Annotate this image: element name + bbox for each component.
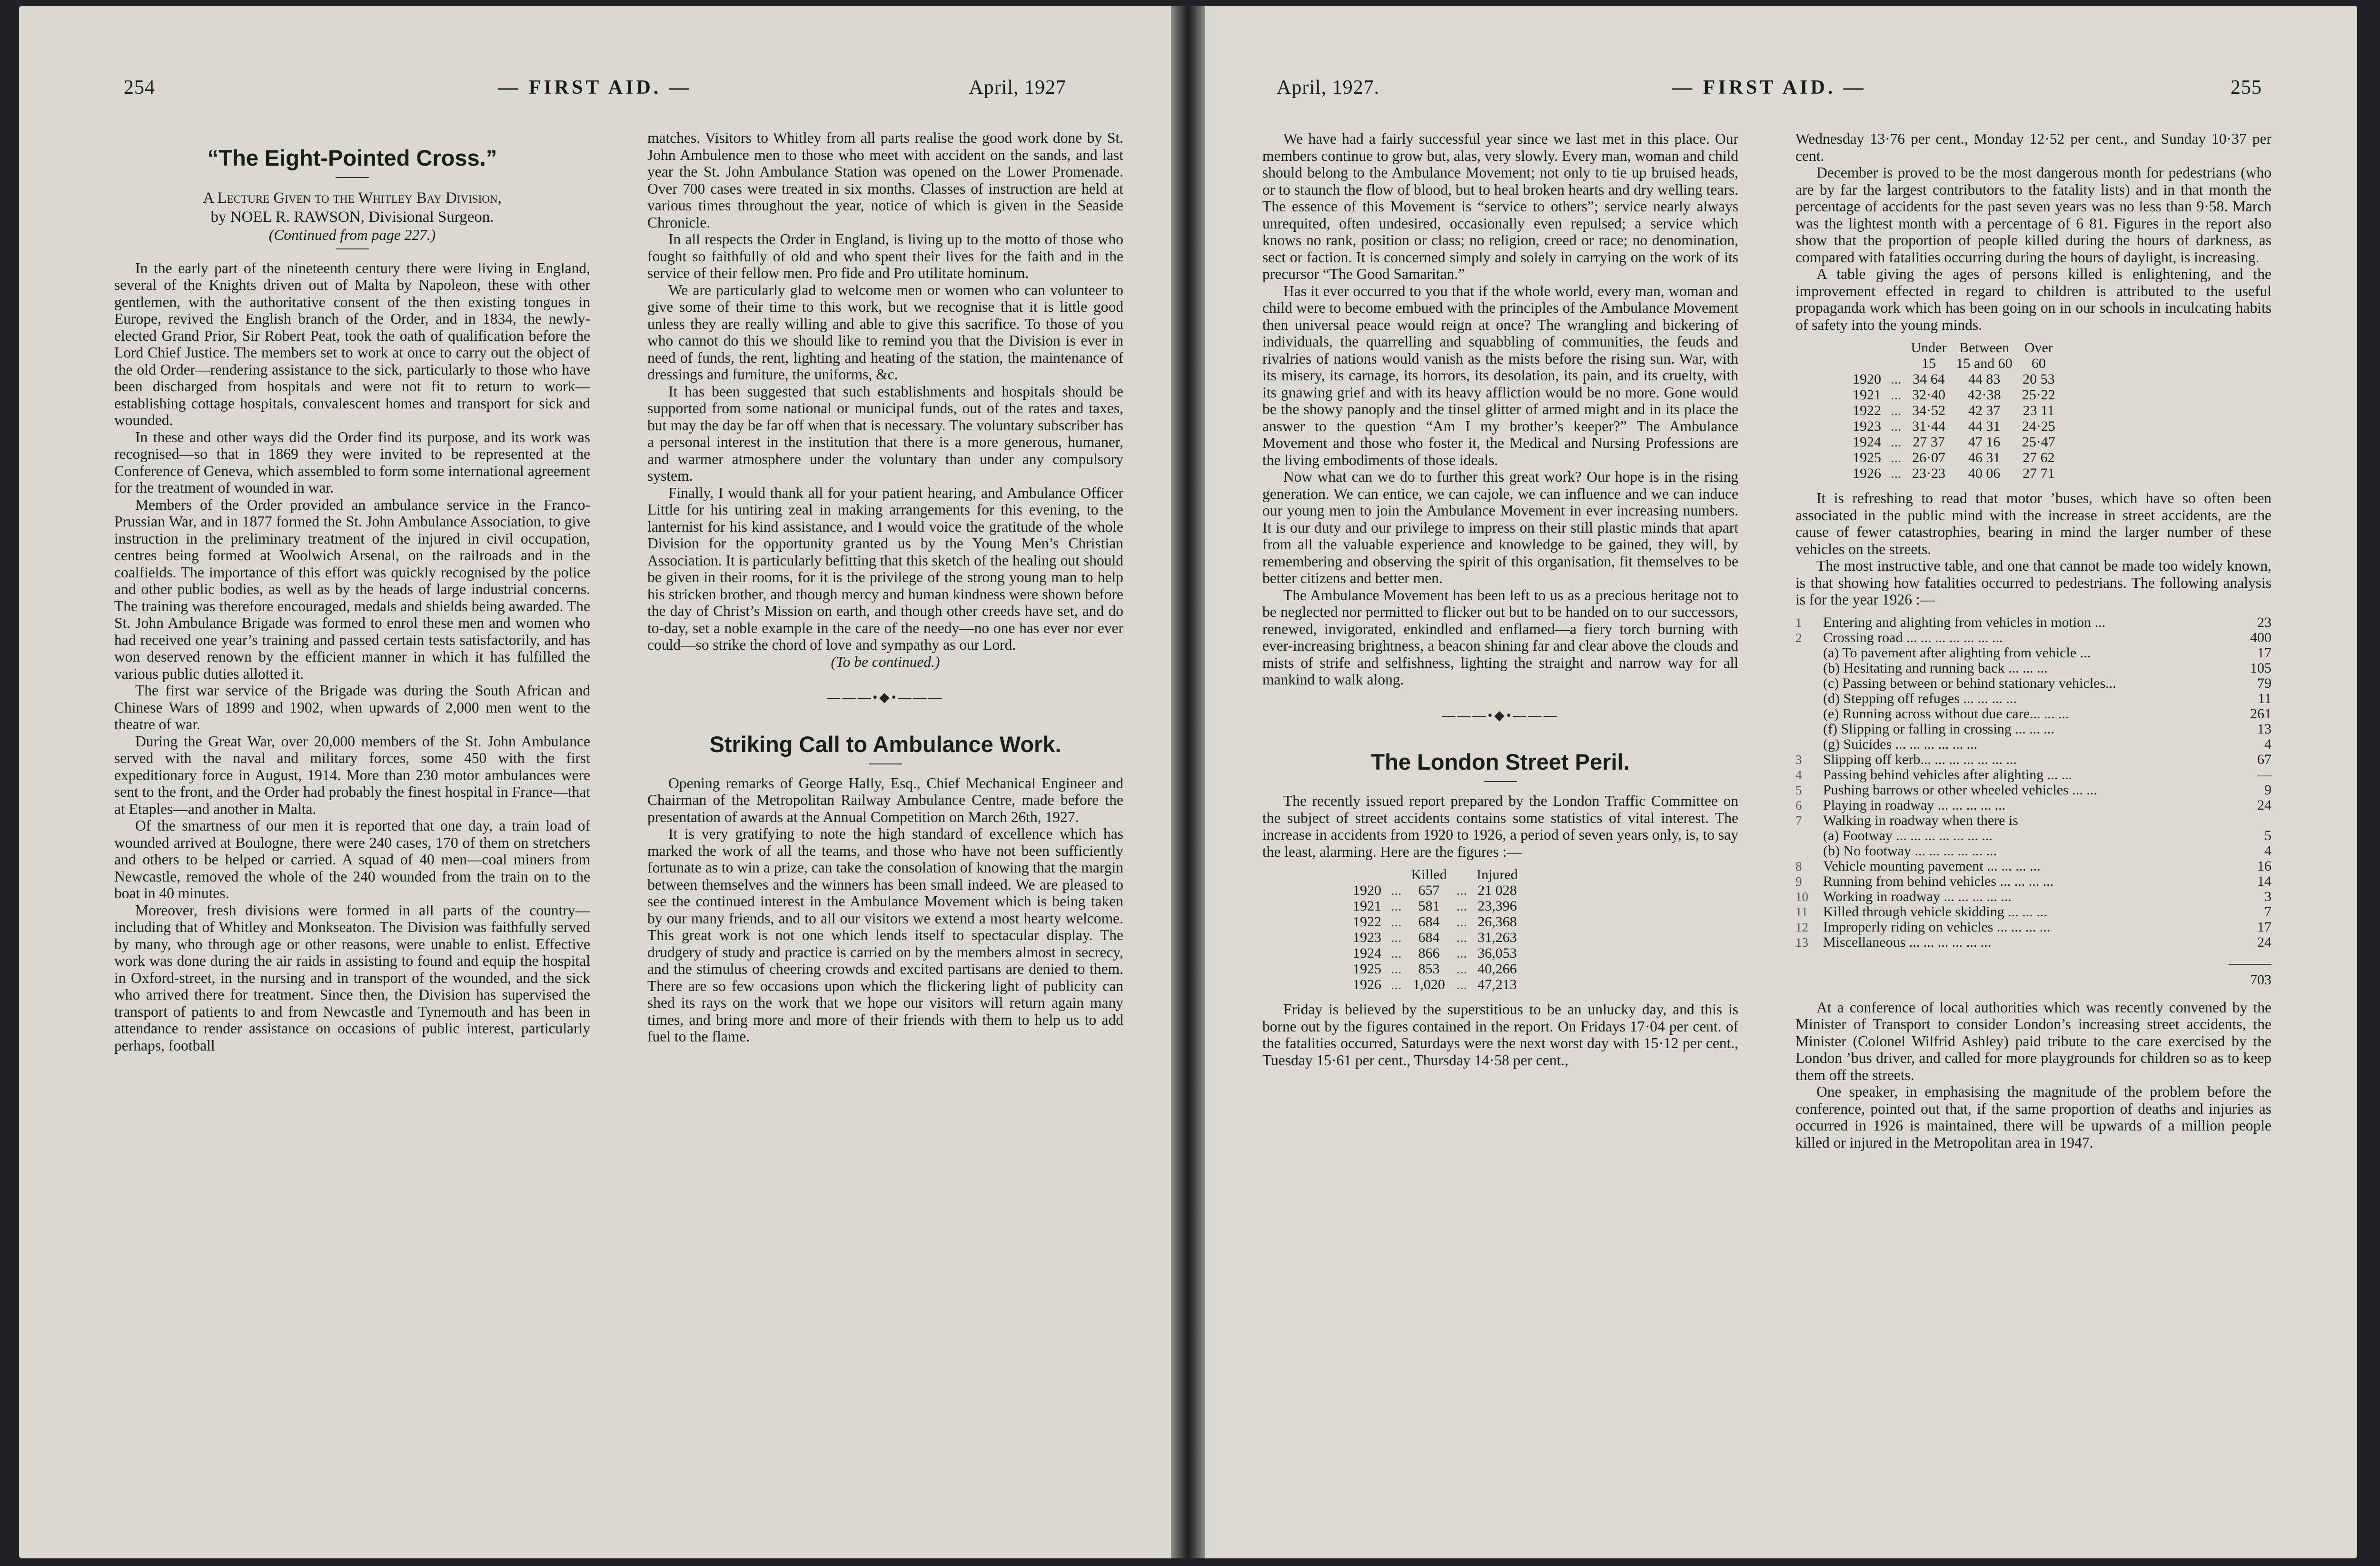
table-row xyxy=(1824,387,2060,403)
analysis-value: 400 xyxy=(2250,629,2271,645)
analysis-label: (b) No footway ... ... ... ... ... ... xyxy=(1823,843,1997,859)
analysis-value: 4 xyxy=(2264,842,2271,859)
analysis-value: — xyxy=(2257,766,2271,783)
analysis-value: 24 xyxy=(2257,797,2271,813)
analysis-value: 79 xyxy=(2257,675,2271,691)
table-header xyxy=(1324,867,1386,882)
right-column-2 xyxy=(1795,130,2271,1151)
table-cell: 46 31 xyxy=(1968,450,2001,466)
running-head-left xyxy=(124,76,1066,105)
analysis-num: 4 xyxy=(1795,767,1802,782)
table-cell: ... xyxy=(1456,945,1467,961)
ornament-divider: ———•◆•——— xyxy=(827,690,944,705)
left-column-1 xyxy=(114,144,590,1054)
paragraph: A table giving the ages of persons killed is enlightening, and the improvement effected in regard to children is attributed to the useful propaganda work which has been going on in our schools in inculcating habits of safety into the young minds. xyxy=(1795,266,2271,333)
paragraph: In the early part of the nineteenth century there were living in England, several of the Knights driven out of Malta by Napoleon, these with other gentlemen, with the authoritative consent of the then existing tongues in Europe, revived the English branch of the Order, and in 1834, the newly-elected Grand Prior, Sir Robert Peat, took the oath of qualification before the Lord Chief Justice. The members set to work at once to carry out the object of the old Order—rendering assistance to the sick, particularly to those who have been discharged from hospitals and were not fit to return to work—establishing cottage hospitals, convalescent homes and transport for sick and wounded. xyxy=(114,259,590,428)
paragraph: The first war service of the Brigade was during the South African and Chinese Wars of 1899 and 1902, when upwards of 2,000 men went to the theatre of war. xyxy=(114,682,590,733)
article-title: Striking Call to Ambulance Work. xyxy=(709,731,1061,757)
analysis-value: 7 xyxy=(2264,903,2271,920)
analysis-label: (c) Passing between or behind stationary vehicles... xyxy=(1823,675,2116,691)
table-cell: 1922 xyxy=(1853,403,1881,418)
table-cell: ... xyxy=(1456,898,1467,914)
analysis-label: (e) Running across without due care... ... ... xyxy=(1823,706,2069,722)
section-rule xyxy=(336,248,369,249)
paragraph: One speaker, in emphasising the magnitude of the problem before the conference, pointed out that, if the same proportion of deaths and injuries as occurred in 1926 is maintained, there will be upwards of a million people killed or injured in the Metropolitan area in 1947. xyxy=(1795,1083,2271,1151)
analysis-row xyxy=(1795,904,2271,920)
title-rule xyxy=(336,177,369,178)
table-cell: 21 028 xyxy=(1478,882,1517,898)
analysis-value: 9 xyxy=(2264,782,2271,798)
table-cell: 23·23 xyxy=(1912,466,1945,481)
table-cell: 34 64 xyxy=(1913,371,1945,387)
table-cell: ... xyxy=(1456,961,1467,977)
analysis-value: 17 xyxy=(2257,919,2271,935)
analysis-row xyxy=(1795,661,2271,676)
table-cell: 31,263 xyxy=(1478,930,1517,945)
analysis-row xyxy=(1795,706,2271,722)
table-row xyxy=(1824,418,2060,434)
analysis-value: 14 xyxy=(2257,873,2271,889)
table-cell: 40 06 xyxy=(1968,466,2001,481)
analysis-row xyxy=(1795,859,2271,874)
analysis-value: 17 xyxy=(2257,644,2271,661)
analysis-row xyxy=(1795,645,2271,661)
analysis-num: 8 xyxy=(1795,859,1802,873)
analysis-value: 24 xyxy=(2257,934,2271,950)
table-cell: ... xyxy=(1456,882,1467,898)
table-cell: 1924 xyxy=(1853,434,1881,450)
table-cell: 684 xyxy=(1418,930,1440,945)
analysis-row xyxy=(1795,615,2271,630)
table-cell: 1,020 xyxy=(1413,977,1445,992)
analysis-body xyxy=(1795,615,2271,950)
analysis-label: Slipping off kerb... ... ... ... ... ... ... xyxy=(1823,752,2017,767)
table-header: Between 15 and 60 xyxy=(1956,340,2013,371)
table-cell: ... xyxy=(1891,403,1902,418)
table-header: Injured xyxy=(1477,867,1518,882)
table-cell: 27 62 xyxy=(2023,450,2055,466)
table-cell: ... xyxy=(1391,930,1402,945)
analysis-label: (f) Slipping or falling in crossing ... ... ... xyxy=(1823,721,2054,737)
paragraph: Finally, I would thank all for your patient hearing, and Ambulance Officer Little for his untiring zeal in making arrangements for this evening, to the lanternist for his kind assistance, and I would voice the gratitude of the whole Division for the opportunity granted us by the Young Men’s Christian Association. It is particularly befitting that this sketch of the healing out should be given in their rooms, for it is the privilege of the strong young man to help his stricken brother, and though mercy and human kindness were shown before the day of Christ’s Mission on earth, and though other creeds have set, and do to-day, set a noble example in the care of the needy—no one has ever nor ever could—so strike the chord of love and sympathy as our Lord. xyxy=(647,484,1123,653)
title-rule xyxy=(869,763,902,764)
analysis-num: 9 xyxy=(1795,874,1802,889)
analysis-total: 703 xyxy=(2250,972,2271,988)
analysis-num: 7 xyxy=(1795,813,1802,828)
table-cell: 31·44 xyxy=(1912,418,1945,434)
analysis-num xyxy=(1795,843,1823,859)
table-cell: 26·07 xyxy=(1912,450,1945,466)
table-cell: ... xyxy=(1391,898,1402,914)
table-row xyxy=(1324,930,1523,945)
analysis-row xyxy=(1795,889,2271,904)
analysis-num: 12 xyxy=(1795,920,1808,934)
analysis-label: Killed through vehicle skidding ... ... ... xyxy=(1823,904,2047,920)
table-cell: 1922 xyxy=(1353,914,1381,930)
analysis-label: (g) Suicides ... ... ... ... ... ... xyxy=(1823,736,1978,752)
table-row xyxy=(1324,914,1523,930)
analysis-num xyxy=(1795,828,1823,843)
paragraph: The Ambulance Movement has been left to us as a precious heritage not to be neglected nor permitted to flicker out but to be handed on to our successors, renewed, invigorated, enkindled and enflamed—a fiery torch burning with ever-increasing brightness, a beacon shining far and clear above the clouds and mists of strife and selfishness, lighting the straight and narrow way for all mankind to walk along. xyxy=(1262,586,1738,688)
paragraph: In all respects the Order in England, is living up to the motto of those who fought so faithfully of old and who spent their lives for the faith and in the service of their fellow men. Pro fide and Pro utilitate hominum. xyxy=(647,231,1123,281)
table-cell: 34·52 xyxy=(1912,403,1945,418)
table-cell: 26,368 xyxy=(1478,914,1517,930)
paragraph: Has it ever occurred to you that if the whole world, every man, woman and child were to become embued with the principles of the Ambulance Movement then universal peace would reign at once? The wrangling and bickering of individuals, the quarrelling and squabbling of communities, the feuds and rivalries of nations would vanish as the mists before the rising sun. War, with its misery, its carnage, its horrors, its desolation, its pain, and its cruelty, with its gnawing grief and with its heavy affliction would be no more. Gone would be the showy panoply and the tinsel glitter of armed might and in its place the answer to the question “Am I my brother’s keeper?” The Ambulance Movement and those who foster it, the Medical and Nursing Professions are the living embodiments of those ideals. xyxy=(1262,282,1738,468)
analysis-label: Working in roadway ... ... ... ... ... xyxy=(1823,889,2012,904)
table-cell: ... xyxy=(1391,914,1402,930)
analysis-value: 11 xyxy=(2258,690,2271,706)
analysis-num xyxy=(1795,676,1823,691)
analysis-row xyxy=(1795,874,2271,889)
table-cell: 1920 xyxy=(1353,882,1381,898)
table-cell: ... xyxy=(1456,914,1467,930)
analysis-value: 261 xyxy=(2250,705,2271,722)
analysis-value: 3 xyxy=(2264,888,2271,904)
analysis-label: Playing in roadway ... ... ... ... ... xyxy=(1823,797,2006,813)
analysis-label: (a) To pavement after alighting from vehicle ... xyxy=(1823,645,2091,661)
table-cell: ... xyxy=(1891,466,1902,481)
analysis-num: 3 xyxy=(1795,752,1802,767)
paragraph: Wednesday 13·76 per cent., Monday 12·52 per cent., and Sunday 10·37 per cent. xyxy=(1795,130,2271,164)
table-header: Under 15 xyxy=(1911,340,1947,371)
table-header xyxy=(1824,340,1886,371)
table-cell: 1921 xyxy=(1353,898,1381,914)
paragraph: Moreover, fresh divisions were formed in all parts of the country—including that of Whitley and Monkseaton. The Division was faithfully served by many, who through age or other reasons, were unable to enlist. Effective work was done during the air raids in assisting to found and equip the hospital in Oxford-street, in the nursing and in transport of the wounded, and the sick who arrived there for treatment. Since then, the Division has supervised the transport of patients to and from Newcastle and Tynemouth and has been in attendance to render assistance on occasions of public interest, particularly perhaps, football xyxy=(114,902,590,1054)
table-cell: ... xyxy=(1891,387,1902,403)
paragraph: It is very gratifying to note the high standard of excellence which has marked the work of all the teams, and those who have not been sufficiently fortunate as to win a prize, can take the consolation of knowing that the margin between themselves and the winners has been small indeed. We are pleased to see the continued interest in the Ambulance Movement which is being taken by our many friends, and to all our visitors we extend a most hearty welcome. This great work is not one which lends itself to spectacular display. The drudgery of study and practice is carried on by the members almost in secrecy, and the stimulus of cheering crowds and excited partisans are denied to them. There are so few occasions upon which the flickering light of publicity can shed its rays on the work that we hope our visitors will return again many times, and bring more and more of their friends with them to help us to add fuel to the flame. xyxy=(647,825,1123,1045)
paragraph: We are particularly glad to welcome men or women who can volunteer to give some of their time to this work, but we recognise that it is little good unless they are really willing and able to give this sacrifice. To those of you who cannot do this we should like to remind you that the Division is ever in need of funds, the rent, lighting and heating of the station, the maintenance of dressings and furniture, the uniforms, &c. xyxy=(647,281,1123,383)
analysis-num xyxy=(1795,645,1823,661)
paragraph: The most instructive table, and one that cannot be made too widely known, is that showing how fatalities occurred to pedestrians. The following analysis is for the year 1926 :— xyxy=(1795,557,2271,608)
table-cell: 44 83 xyxy=(1968,371,2001,387)
accidents-table xyxy=(1324,867,1523,992)
table-cell: 25·47 xyxy=(2022,434,2055,450)
analysis-row xyxy=(1795,737,2271,752)
table-cell: 20 53 xyxy=(2023,371,2055,387)
paragraph: Members of the Order provided an ambulance service in the Franco-Prussian War, and in 1877 formed the St. John Ambulance Association, to give instruction in the preliminary treatment of the injured in civil occupation, centres being formed at Woolwich Arsenal, on the railroads and in the coalfields. The importance of this effort was quickly recognised by the police and other public bodies, as well as by the heads of large industrial concerns. The training was therefore encouraged, medals and shields being awarded. The St. John Ambulance Brigade was formed to enrol these men and women who had received one year’s training and passed certain tests satisfactorily, and has won deserved renown by the efficient manner in which it has fulfilled the various public duties allotted it. xyxy=(114,496,590,682)
table-cell: 27 71 xyxy=(2023,466,2055,481)
analysis-label: (b) Hesitating and running back ... ... ... xyxy=(1823,660,2048,676)
analysis-row xyxy=(1795,630,2271,645)
analysis-row xyxy=(1795,828,2271,843)
masthead: — FIRST AID. — xyxy=(1672,77,1866,99)
table-header xyxy=(1386,867,1407,882)
analysis-num xyxy=(1795,691,1823,706)
analysis-label: Crossing road ... ... ... ... ... ... ... xyxy=(1823,630,2003,645)
table-cell: 42 37 xyxy=(1968,403,2001,418)
paragraph: Friday is believed by the superstitious to be an unlucky day, and this is borne out by the figures contained in the report. On Fridays 17·04 per cent. of the fatalities occurred, Saturdays were the next worst day with 15·12 per cent., Tuesday 15·61 per cent., Thursday 14·58 per cent., xyxy=(1262,1001,1738,1069)
table-cell: ... xyxy=(1891,371,1902,387)
analysis-num xyxy=(1795,722,1823,737)
to-be-continued: (To be continued.) xyxy=(831,653,940,670)
analysis-num: 13 xyxy=(1795,935,1808,950)
paragraph: December is proved to be the most dangerous month for pedestrians (who are by far the largest contributors to the fatality lists) and in that month the percentage of accidents for the past seven years was no less than 9·58. March was the lightest month with a percentage of 6 81. Figures in the report also show that the proportion of people killed during the hours of darkness, as compared with fatalities occurring during the hours of daylight, is increasing. xyxy=(1795,164,2271,266)
analysis-num xyxy=(1795,706,1823,722)
table-row xyxy=(1324,898,1523,914)
table-row xyxy=(1824,434,2060,450)
table-cell: ... xyxy=(1891,450,1902,466)
analysis-num xyxy=(1795,661,1823,676)
article-title: “The Eight-Pointed Cross.” xyxy=(207,145,497,170)
table-body xyxy=(1824,371,2060,481)
table-cell: 1925 xyxy=(1853,450,1881,466)
total-rule xyxy=(2229,964,2271,965)
table-cell: 42·38 xyxy=(1967,387,2001,403)
table-cell: ... xyxy=(1391,945,1402,961)
masthead: — FIRST AID. — xyxy=(498,77,692,99)
analysis-label: Passing behind vehicles after alighting ... ... xyxy=(1823,767,2073,783)
table-row xyxy=(1824,403,2060,418)
analysis-num: 1 xyxy=(1795,615,1802,630)
table-header xyxy=(1452,867,1472,882)
analysis-row xyxy=(1795,691,2271,706)
paragraph: At a conference of local authorities which was recently convened by the Minister of Transport to consider London’s increasing street accidents, the Minister (Colonel Wilfrid Ashley) paid tribute to the care exercised by the London ’bus driver, and called for more playgrounds for children so as to keep them off the streets. xyxy=(1795,999,2271,1083)
table-row xyxy=(1324,977,1523,992)
table-cell: 1926 xyxy=(1353,977,1381,992)
table-cell: ... xyxy=(1391,882,1402,898)
analysis-row xyxy=(1795,783,2271,798)
analysis-row xyxy=(1795,722,2271,737)
table-cell: 24·25 xyxy=(2022,418,2055,434)
table-cell: 47,213 xyxy=(1478,977,1517,992)
ages-table xyxy=(1824,340,2060,481)
table-cell: 47 16 xyxy=(1968,434,2001,450)
analysis-row xyxy=(1795,935,2271,950)
table-cell: 1924 xyxy=(1353,945,1381,961)
table-cell: 36,053 xyxy=(1478,945,1517,961)
analysis-label: Vehicle mounting pavement ... ... ... ... xyxy=(1823,858,2041,874)
table-cell: 866 xyxy=(1418,945,1440,961)
right-page xyxy=(1205,6,2357,1558)
analysis-label: Entering and alighting from vehicles in motion ... xyxy=(1823,615,2106,630)
table-cell: 40,266 xyxy=(1478,961,1517,977)
table-cell: 1926 xyxy=(1853,466,1881,481)
analysis-num: 5 xyxy=(1795,783,1802,797)
analysis-label: (d) Stepping off refuges ... ... ... ... xyxy=(1823,691,2017,706)
page-number: 254 xyxy=(124,77,155,99)
left-column-2 xyxy=(647,129,1123,1045)
article-title: The London Street Peril. xyxy=(1371,749,1630,774)
table-row xyxy=(1824,450,2060,466)
analysis-row xyxy=(1795,798,2271,813)
analysis-row xyxy=(1795,813,2271,828)
table-row xyxy=(1324,945,1523,961)
table-cell: ... xyxy=(1391,961,1402,977)
analysis-value: 23 xyxy=(2257,614,2271,630)
table-cell: ... xyxy=(1391,977,1402,992)
table-cell: ... xyxy=(1891,418,1902,434)
ornament-divider: ———•◆•——— xyxy=(1442,708,1559,723)
table-cell: 32·40 xyxy=(1912,387,1945,403)
table-cell: 1920 xyxy=(1853,371,1881,387)
analysis-label: Running from behind vehicles ... ... ... ... xyxy=(1823,873,2054,889)
analysis-value: 105 xyxy=(2250,660,2271,676)
table-cell: 684 xyxy=(1418,914,1440,930)
table-cell: ... xyxy=(1891,434,1902,450)
title-rule xyxy=(1484,781,1517,782)
running-head-right xyxy=(1277,76,2262,105)
analysis-row xyxy=(1795,920,2271,935)
paragraph: matches. Visitors to Whitley from all parts realise the good work done by St. John Ambulence men to those who meet with accident on the sands, and last year the St. John Ambulance Station was opened on the Lower Promenade. Over 700 cases were treated in six months. Classes of instruction are held at various times throughout the year, notice of which is given in the Seaside Chronicle. xyxy=(647,129,1123,231)
table-header xyxy=(1886,340,1906,371)
table-row xyxy=(1824,466,2060,481)
analysis-num: 6 xyxy=(1795,798,1802,813)
paragraph: Of the smartness of our men it is reported that one day, a train load of wounded arrived at Boulogne, there were 240 cases, 170 of them on stretchers and others to be helped or carried. A squad of 40 men—coal miners from Newcastle, removed the whole of the 240 wounded from the train on to the boat in 40 minutes. xyxy=(114,817,590,902)
analysis-row xyxy=(1795,676,2271,691)
table-header: Over 60 xyxy=(2024,340,2053,371)
page-number: 255 xyxy=(2231,77,2262,99)
analysis-value: 4 xyxy=(2264,736,2271,752)
analysis-value: 5 xyxy=(2264,827,2271,843)
analysis-label: Improperly riding on vehicles ... ... ... ... xyxy=(1823,919,2051,935)
paragraph: It is refreshing to read that motor ’buses, which have so often been associated in the public mind with the increase in street accidents, are the cause of fewer catastrophies, bearing in mind the larger number of these vehicles on the streets. xyxy=(1795,490,2271,557)
analysis-value: 67 xyxy=(2257,751,2271,767)
continued-note: (Continued from page 227.) xyxy=(268,227,436,243)
analysis-num: 11 xyxy=(1795,904,1808,919)
table-cell: 581 xyxy=(1418,898,1440,914)
table-cell: ... xyxy=(1456,930,1467,945)
magazine-spread xyxy=(19,6,2357,1558)
table-cell: 1923 xyxy=(1353,930,1381,945)
table-cell: 44 31 xyxy=(1968,418,2001,434)
paragraph: In these and other ways did the Order find its purpose, and its work was recognised—so that in 1869 they were invited to be represented at the Conference of Geneva, which assembled to form some international agreement for the treatment of wounded in war. xyxy=(114,428,590,496)
right-column-1 xyxy=(1262,130,1738,1069)
book-gutter xyxy=(1171,6,1205,1558)
table-header: Killed xyxy=(1411,867,1447,882)
left-page xyxy=(19,6,1171,1558)
analysis-label: (a) Footway ... ... ... ... ... ... ... xyxy=(1823,828,1993,843)
analysis-row xyxy=(1795,752,2271,767)
analysis-value xyxy=(2233,813,2271,828)
analysis-value: 16 xyxy=(2257,858,2271,874)
paragraph: Opening remarks of George Hally, Esq., Chief Mechanical Engineer and Chairman of the Metropolitan Railway Ambulance Centre, made before the presentation of awards at the Annual Competition on March 26th, 1927. xyxy=(647,774,1123,825)
table-cell: 23 11 xyxy=(2023,403,2054,418)
table-cell: 853 xyxy=(1418,961,1440,977)
issue-date: April, 1927 xyxy=(969,77,1066,99)
table-cell: 25·22 xyxy=(2022,387,2055,403)
table-cell: ... xyxy=(1456,977,1467,992)
analysis-row xyxy=(1795,767,2271,783)
table-row xyxy=(1324,961,1523,977)
table-cell: 1923 xyxy=(1853,418,1881,434)
table-row xyxy=(1824,371,2060,387)
analysis-num: 10 xyxy=(1795,889,1808,904)
analysis-label: Miscellaneous ... ... ... ... ... ... xyxy=(1823,934,1992,950)
paragraph: It has been suggested that such establishments and hospitals should be supported from some national or municipal funds, out of the rates and taxes, but may the day be far off when that is necessary. The voluntary subscriber has a personal interest in the institution that there is a more generous, humaner, and warmer atmosphere under the voluntary than under any compulsory system. xyxy=(647,383,1123,484)
table-row xyxy=(1324,882,1523,898)
analysis-row xyxy=(1795,843,2271,859)
analysis-num: 2 xyxy=(1795,630,1802,645)
analysis-total-block xyxy=(1795,955,2271,989)
fatalities-analysis xyxy=(1795,615,2271,950)
paragraph: Now what can we do to further this great work? Our hope is in the rising generation. We can entice, we can cajole, we can influence and we can induce our young men to join the Ambulance Movement in ever increasing numbers. It is our duty and our privilege to impress on their still plastic minds that apart from all the valuable experience and knowledge to be gained, they will, by remembering and observing the spirit of this organisation, fit themselves to be better citizens and better men. xyxy=(1262,468,1738,586)
article-subtitle: A Lecture Given to the Whitley Bay Division, xyxy=(203,189,502,207)
paragraph: During the Great War, over 20,000 members of the St. John Ambulance served with the naval and military forces, some 450 with the first expeditionary force in August, 1914. More than 230 motor ambulances were sent to the front, and the Order had probably the finest hospital in France—that at Etaples—and another in Malta. xyxy=(114,733,590,817)
analysis-num xyxy=(1795,737,1823,752)
issue-date: April, 1927. xyxy=(1277,77,1380,99)
article-author: by NOEL R. RAWSON, Divisional Surgeon. xyxy=(210,208,494,226)
paragraph: The recently issued report prepared by the London Traffic Committee on the subject of street accidents contains some statistics of vital interest. The increase in accidents from 1920 to 1926, a period of seven years only, is, to say the least, alarming. Here are the figures :— xyxy=(1262,793,1738,860)
table-body xyxy=(1324,882,1523,992)
table-cell: 1921 xyxy=(1853,387,1881,403)
table-cell: 27 37 xyxy=(1913,434,1945,450)
analysis-label: Pushing barrows or other wheeled vehicles ... ... xyxy=(1823,782,2097,798)
table-cell: 657 xyxy=(1418,882,1440,898)
paragraph: We have had a fairly successful year since we last met in this place. Our members continue to grow but, alas, very slowly. Every man, woman and child should belong to the Ambulance Movement; not only to tie up bruised heads, or to staunch the flow of blood, but to heal broken hearts and dry welling tears. The essence of this Movement is “service to others”; service nearly always unrequited, often undesired, occasionally even repulsed; a service which knows no rank, position or class; no religion, creed or race; no denomination, sect or faction. It is concerned simply and solely in carrying on the work of its precursor “The Good Samaritan.” xyxy=(1262,130,1738,282)
analysis-label: Walking in roadway when there is xyxy=(1823,813,2018,828)
table-cell: 23,396 xyxy=(1478,898,1517,914)
analysis-value: 13 xyxy=(2257,721,2271,737)
table-cell: 1925 xyxy=(1353,961,1381,977)
